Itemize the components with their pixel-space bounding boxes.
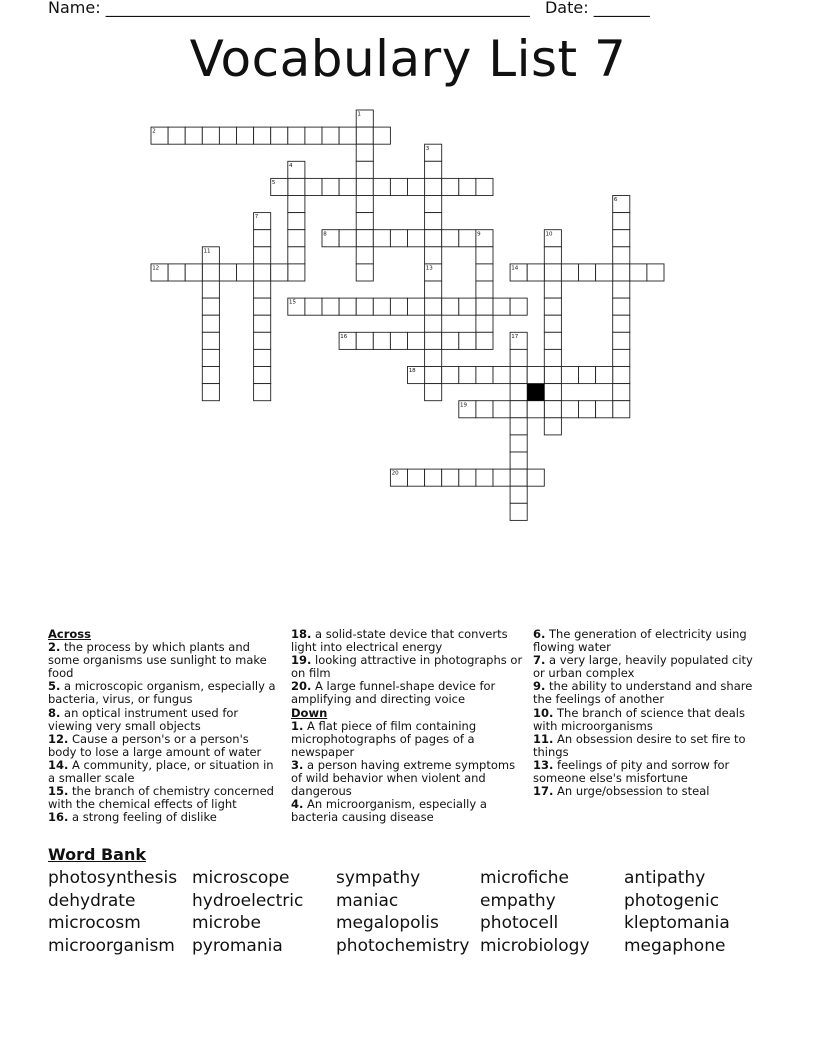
clue-down-1: 1. A flat piece of film containing microphotographs of pages of a newspaper — [291, 718, 477, 759]
crossword-cell[interactable] — [425, 247, 442, 264]
crossword-cell[interactable] — [442, 178, 459, 195]
crossword-cell[interactable] — [425, 213, 442, 230]
crossword-cell[interactable] — [254, 384, 271, 401]
crossword-cell[interactable] — [596, 401, 613, 418]
clue-across-15: 15. the branch of chemistry concerned with the chemical effects of light — [48, 784, 274, 812]
clue-number: 2 — [152, 128, 156, 135]
crossword-cell[interactable] — [510, 418, 527, 435]
crossword-cell[interactable] — [425, 384, 442, 401]
crossword-cell[interactable] — [510, 452, 527, 469]
crossword-cell[interactable] — [425, 349, 442, 366]
clue-number: 12 — [152, 265, 160, 272]
crossword-cell[interactable] — [254, 281, 271, 298]
clue-number: 9 — [477, 231, 481, 238]
crossword-cell[interactable] — [305, 127, 322, 144]
crossword-cell[interactable] — [373, 178, 390, 195]
crossword-cell[interactable] — [254, 127, 271, 144]
crossword-cell[interactable] — [459, 469, 476, 486]
crossword-cell[interactable] — [613, 298, 630, 315]
clue-across-5: 5. a microscopic organism, especially a bacteria, virus, or fungus — [48, 679, 276, 707]
crossword-cell[interactable] — [408, 298, 425, 315]
crossword-cell[interactable] — [202, 315, 219, 332]
crossword-cell[interactable] — [288, 247, 305, 264]
crossword-cell[interactable] — [356, 230, 373, 247]
clue-down-10: 10. The branch of science that deals with microorganisms — [533, 705, 745, 733]
crossword-cell[interactable] — [544, 401, 561, 418]
crossword-cell[interactable] — [613, 247, 630, 264]
clue-number: 8 — [323, 231, 327, 238]
crossword-cell[interactable] — [613, 315, 630, 332]
crossword-cell[interactable] — [459, 367, 476, 384]
crossword-cell[interactable] — [476, 367, 493, 384]
crossword-cell[interactable] — [254, 367, 271, 384]
crossword-cell[interactable] — [202, 384, 219, 401]
crossword-cell[interactable] — [476, 332, 493, 349]
crossword-cell[interactable] — [425, 469, 442, 486]
crossword-cell[interactable] — [544, 418, 561, 435]
crossword-cell[interactable] — [322, 298, 339, 315]
clue-number: 7 — [254, 214, 259, 221]
clue-across-8: 8. an optical instrument used for viewing very small objects — [48, 705, 239, 733]
crossword-cell[interactable] — [459, 298, 476, 315]
crossword-cell[interactable] — [476, 264, 493, 281]
clue-across-20: 20. A large funnel-shape device for amplifying and directing voice — [291, 679, 496, 707]
crossword-cell[interactable] — [254, 315, 271, 332]
crossword-cell[interactable] — [168, 264, 185, 281]
clue-number: 20 — [391, 470, 399, 477]
crossword-cell[interactable] — [390, 178, 407, 195]
crossword-cell[interactable] — [305, 178, 322, 195]
crossword-cell[interactable] — [373, 230, 390, 247]
crossword-cell[interactable] — [356, 127, 373, 144]
crossword-cell[interactable] — [408, 178, 425, 195]
across-heading: Across — [48, 627, 91, 641]
clue-across-16: 16. a strong feeling of dislike — [48, 810, 217, 825]
crossword-cell[interactable] — [544, 332, 561, 349]
crossword-cell[interactable] — [322, 178, 339, 195]
crossword-cell[interactable] — [544, 247, 561, 264]
crossword-cell[interactable] — [442, 367, 459, 384]
clue-number: 10 — [545, 231, 553, 238]
clue-number: 5 — [271, 180, 276, 186]
clue-number: 14 — [511, 265, 519, 272]
crossword-cell[interactable] — [613, 230, 630, 247]
crossword-cell[interactable] — [288, 196, 305, 213]
crossword-cell[interactable] — [544, 349, 561, 366]
crossword-cell[interactable] — [442, 469, 459, 486]
clue-down-13: 13. feelings of pity and sorrow for someone else's misfortune — [533, 757, 730, 785]
crossword-cell[interactable] — [544, 264, 561, 281]
crossword-cell[interactable] — [219, 127, 236, 144]
crossword-cell[interactable] — [442, 332, 459, 349]
crossword-cell[interactable] — [476, 315, 493, 332]
word-bank-item: photosynthesis — [48, 868, 178, 888]
crossword-cell[interactable] — [510, 486, 527, 503]
crossword-cell[interactable] — [425, 230, 442, 247]
crossword-cell[interactable] — [305, 298, 322, 315]
word-bank-item: sympathy — [336, 868, 421, 888]
word-bank-item: maniac — [336, 890, 399, 911]
word-bank-item: empathy — [480, 890, 556, 911]
crossword-cell[interactable] — [254, 349, 271, 366]
crossword-cell[interactable] — [356, 247, 373, 264]
crossword-cell[interactable] — [613, 332, 630, 349]
clue-across-14: 14. A community, place, or situation in a smaller scale — [48, 757, 274, 785]
crossword-cell[interactable] — [579, 401, 596, 418]
crossword-cell[interactable] — [202, 367, 219, 384]
name-label: Name: — [48, 0, 101, 17]
crossword-cell[interactable] — [510, 435, 527, 452]
crossword-cell[interactable] — [510, 401, 527, 418]
crossword-cell[interactable] — [356, 332, 373, 349]
crossword-cell[interactable] — [271, 127, 288, 144]
clue-number: 4 — [289, 162, 293, 169]
word-bank-heading: Word Bank — [48, 845, 147, 864]
crossword-cell[interactable] — [185, 127, 202, 144]
crossword-cell[interactable] — [476, 178, 493, 195]
word-bank-item: microscope — [192, 868, 290, 888]
crossword-cell[interactable] — [527, 367, 544, 384]
crossword-cell[interactable] — [339, 127, 356, 144]
crossword-cell[interactable] — [613, 213, 630, 230]
clue-down-9: 9. the ability to understand and share the feelings of another — [533, 679, 753, 707]
crossword-cell[interactable] — [254, 264, 271, 281]
crossword-cell[interactable] — [527, 469, 544, 486]
crossword-cell[interactable] — [356, 161, 373, 178]
crossword-cell[interactable] — [613, 401, 630, 418]
clue-down-6: 6. The generation of electricity using flowing water — [533, 627, 747, 654]
crossword-cell[interactable] — [425, 178, 442, 195]
crossword-cell[interactable] — [493, 298, 510, 315]
crossword-cell[interactable] — [254, 230, 271, 247]
crossword-cell[interactable] — [476, 298, 493, 315]
clue-number: 1 — [357, 111, 361, 118]
crossword-cell[interactable] — [459, 332, 476, 349]
word-bank — [48, 867, 768, 957]
crossword-cell[interactable] — [288, 264, 305, 281]
crossword-cell[interactable] — [408, 469, 425, 486]
crossword-cell[interactable] — [476, 469, 493, 486]
page-title: Vocabulary List 7 — [189, 30, 627, 88]
crossword-cell[interactable] — [510, 349, 527, 366]
clues-column-2 — [291, 628, 525, 824]
crossword-cell[interactable] — [459, 230, 476, 247]
crossword-cell[interactable] — [613, 281, 630, 298]
crossword-cell[interactable] — [442, 230, 459, 247]
clue-number: 11 — [203, 248, 211, 255]
crossword-cell[interactable] — [613, 264, 630, 281]
crossword-cell[interactable] — [373, 298, 390, 315]
crossword-cell[interactable] — [579, 367, 596, 384]
crossword-cell[interactable] — [510, 298, 527, 315]
word-bank-item: hydroelectric — [192, 890, 304, 911]
crossword-cell[interactable] — [288, 127, 305, 144]
word-bank-item: photochemistry — [336, 935, 470, 956]
crossword-cell[interactable] — [596, 264, 613, 281]
crossword-cell[interactable] — [202, 264, 219, 281]
clue-across-12: 12. Cause a person's or a person's body to lose a large amount of water — [48, 731, 262, 759]
crossword-cell[interactable] — [510, 367, 527, 384]
clue-across-18: 18. a solid-state device that converts light into electrical energy — [291, 627, 508, 654]
name-field[interactable]: _____________________________________________________ — [105, 0, 530, 17]
crossword-cell[interactable] — [390, 298, 407, 315]
crossword-cell[interactable] — [527, 264, 544, 281]
crossword-cell[interactable] — [544, 281, 561, 298]
clue-number: 16 — [340, 333, 348, 340]
clue-down-3: 3. a person having extreme symptoms of wild behavior when violent and dangerous — [291, 757, 516, 798]
crossword-cell[interactable] — [390, 230, 407, 247]
crossword-cell[interactable] — [185, 264, 202, 281]
word-bank-item: megalopolis — [336, 913, 439, 934]
crossword-cell[interactable] — [561, 367, 578, 384]
crossword-cell[interactable] — [408, 332, 425, 349]
crossword-cell[interactable] — [476, 401, 493, 418]
crossword-cell[interactable] — [322, 127, 339, 144]
crossword-cell[interactable] — [425, 367, 442, 384]
crossword-black-cell — [527, 384, 544, 401]
crossword-cell[interactable] — [202, 281, 219, 298]
clue-number: 13 — [425, 265, 433, 272]
crossword-cell[interactable] — [561, 401, 578, 418]
crossword-cell[interactable] — [237, 127, 254, 144]
crossword-cell[interactable] — [356, 178, 373, 195]
crossword-cell[interactable] — [288, 178, 305, 195]
word-bank-item: kleptomania — [624, 913, 730, 934]
crossword-cell[interactable] — [237, 264, 254, 281]
crossword-cell[interactable] — [425, 196, 442, 213]
crossword-cell[interactable] — [271, 264, 288, 281]
word-bank-item: dehydrate — [48, 890, 136, 911]
crossword-cell[interactable] — [202, 298, 219, 315]
date-label: Date: — [544, 0, 589, 17]
clue-across-2: 2. the process by which plants and some organisms use sunlight to make food — [48, 640, 267, 681]
crossword-cell[interactable] — [544, 384, 561, 401]
clue-number: 15 — [289, 299, 296, 306]
crossword-cell[interactable] — [356, 298, 373, 315]
crossword-cell[interactable] — [254, 332, 271, 349]
crossword-cell[interactable] — [442, 298, 459, 315]
crossword-cell[interactable] — [373, 127, 390, 144]
crossword-cell[interactable] — [339, 230, 356, 247]
crossword-cell[interactable] — [425, 161, 442, 178]
crossword-cell[interactable] — [202, 332, 219, 349]
crossword-cell[interactable] — [510, 503, 527, 520]
clues-column-1 — [48, 628, 278, 825]
crossword-cell[interactable] — [527, 401, 544, 418]
word-bank-item: microbe — [192, 913, 261, 934]
crossword-cell[interactable] — [596, 367, 613, 384]
crossword-cell[interactable] — [390, 332, 407, 349]
word-bank-item: microbiology — [480, 935, 590, 956]
crossword-cell[interactable] — [630, 264, 647, 281]
crossword-cell[interactable] — [544, 315, 561, 332]
crossword-cell[interactable] — [544, 367, 561, 384]
clue-down-7: 7. a very large, heavily populated city or urban complex — [533, 653, 753, 681]
crossword-cell[interactable] — [544, 298, 561, 315]
crossword-cell[interactable] — [288, 230, 305, 247]
word-bank-item: antipathy — [624, 868, 706, 888]
clue-number: 3 — [425, 145, 430, 152]
crossword-cell[interactable] — [476, 247, 493, 264]
clue-down-17: 17. An urge/obsession to steal — [533, 784, 710, 799]
date-field[interactable]: _______ — [593, 0, 650, 17]
crossword-cell[interactable] — [202, 349, 219, 366]
word-bank-item: photogenic — [624, 890, 720, 911]
crossword-cell[interactable] — [425, 332, 442, 349]
crossword-cell[interactable] — [425, 281, 442, 298]
crossword-cell[interactable] — [493, 367, 510, 384]
crossword-cell[interactable] — [647, 264, 664, 281]
crossword-cell[interactable] — [168, 127, 185, 144]
crossword-cell[interactable] — [356, 264, 373, 281]
crossword-cell[interactable] — [356, 196, 373, 213]
crossword-cell[interactable] — [408, 230, 425, 247]
down-heading: Down — [291, 705, 328, 720]
crossword-cell[interactable] — [561, 264, 578, 281]
clues-column-3 — [533, 628, 763, 798]
clue-down-4: 4. An microorganism, especially a bacteria causing disease — [291, 797, 487, 825]
crossword-cell[interactable] — [219, 264, 236, 281]
crossword-cell[interactable] — [493, 469, 510, 486]
word-bank-item: microfiche — [480, 868, 569, 888]
word-bank-item: microcosm — [48, 913, 141, 934]
crossword-cell[interactable] — [202, 127, 219, 144]
crossword-cell[interactable] — [425, 298, 442, 315]
crossword-cell[interactable] — [356, 213, 373, 230]
clue-down-11: 11. An obsession desire to set fire to things — [533, 731, 746, 759]
crossword-cell[interactable] — [579, 264, 596, 281]
crossword-cell[interactable] — [613, 349, 630, 366]
clue-number: 17 — [511, 333, 519, 340]
crossword-cell[interactable] — [510, 384, 527, 401]
crossword-cell[interactable] — [425, 315, 442, 332]
clue-across-19: 19. looking attractive in photographs or on film — [291, 653, 523, 681]
crossword-cell[interactable] — [254, 247, 271, 264]
crossword-cell[interactable] — [356, 144, 373, 161]
crossword-cell[interactable] — [510, 469, 527, 486]
clue-number: 19 — [460, 402, 467, 409]
crossword-cell[interactable] — [373, 332, 390, 349]
crossword-cell[interactable] — [254, 298, 271, 315]
word-bank-item: pyromania — [192, 935, 283, 956]
crossword-cell[interactable] — [459, 178, 476, 195]
crossword-cell[interactable] — [493, 401, 510, 418]
clue-number: 6 — [613, 197, 618, 204]
crossword-cell[interactable] — [613, 384, 630, 401]
crossword-cell[interactable] — [339, 178, 356, 195]
crossword-cell[interactable] — [613, 367, 630, 384]
clue-number: 18 — [408, 368, 416, 375]
word-bank-item: photocell — [480, 913, 559, 934]
crossword-cell[interactable] — [288, 213, 305, 230]
word-bank-item: megaphone — [624, 935, 726, 956]
word-bank-item: microorganism — [48, 935, 175, 956]
crossword-cell[interactable] — [476, 281, 493, 298]
crossword-cell[interactable] — [339, 298, 356, 315]
